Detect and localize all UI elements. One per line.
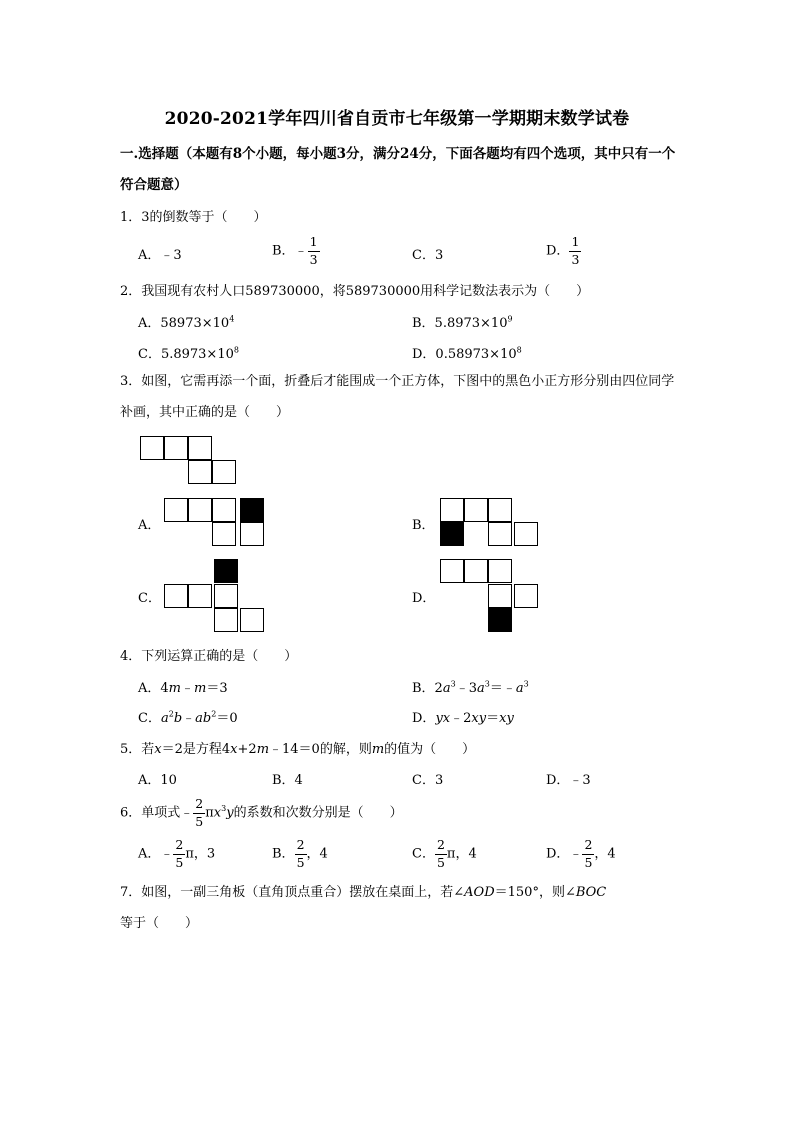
net-square <box>214 608 238 632</box>
q2-option-b: B．$5.8973\times 10^9$ <box>412 314 513 331</box>
fraction: $\frac{2}{5}$ <box>175 837 184 870</box>
section-heading: 一.选择题（本题有8个小题，每小题3分，满分24分，下面各题均有四个选项，其中只有一个符合题意） <box>120 146 676 193</box>
fraction: $\frac{1}{3}$ <box>309 234 318 267</box>
net-square <box>188 436 212 460</box>
q1-option-a: A．﹣3 <box>138 248 182 263</box>
q3-option-d-label: D． <box>412 591 436 606</box>
q1-option-c: C．3 <box>412 248 444 263</box>
net-square <box>240 608 264 632</box>
net-square <box>464 559 488 583</box>
net-square <box>164 584 188 608</box>
q2-option-a: A．$58973\times 10^4$ <box>138 314 235 331</box>
page-title: 2020-2021学年四川省自贡市七年级第一学期期末数学试卷 <box>164 109 630 129</box>
question-2-stem: 2．我国现有农村人口589730000，将589730000用科学记数法表示为（ ） <box>120 284 590 299</box>
net-square <box>488 498 512 522</box>
net-square <box>164 498 188 522</box>
question-3-stem: 3．如图，它需再添一个面，折叠后才能围成一个正方体，下图中的黑色小正方形分别由四位同学补画，其中正确的是（ ） <box>120 374 675 420</box>
net-square <box>488 584 512 608</box>
net-square <box>212 522 236 546</box>
q2-option-c: C．$5.8973\times 10^8$ <box>138 345 239 362</box>
net-square <box>464 498 488 522</box>
net-square <box>188 460 212 484</box>
q4-option-c: C．$a^2b﹣ab^2=0$ <box>138 709 238 726</box>
q4-option-b: B．$2a^3﹣3a^3=﹣a^3$ <box>412 679 529 696</box>
question-7-stem: 7．如图，一副三角板（直角顶点重合）摆放在桌面上，若∠AOD＝150°，则∠BOC等于（ ） <box>120 885 607 931</box>
q3-option-a-label: A． <box>138 518 161 533</box>
fraction: $\frac{2}{5}$ <box>436 837 445 870</box>
q6-option-d: D．﹣ $\frac{2}{5}$ ，4 <box>546 837 616 870</box>
q3-option-c-label: C． <box>138 591 161 606</box>
net-square <box>440 498 464 522</box>
added-black-square <box>488 608 512 632</box>
question-4-stem: 4．下列运算正确的是（ ） <box>120 649 298 664</box>
net-square <box>140 436 164 460</box>
net-square <box>214 584 238 608</box>
q4-option-d: D．yx﹣2xy＝xy <box>412 711 514 726</box>
net-square <box>488 522 512 546</box>
q5-option-a: A．10 <box>138 773 177 788</box>
net-square <box>488 559 512 583</box>
net-square <box>212 498 236 522</box>
net-square <box>514 522 538 546</box>
q1-option-d: D． $\frac{1}{3}$ <box>546 234 580 267</box>
net-square <box>164 436 188 460</box>
question-5-stem: 5．若x＝2是方程4x+2m﹣14＝0的解，则m的值为（ ） <box>120 742 476 757</box>
q5-option-d: D．﹣3 <box>546 773 591 788</box>
q6-option-b: B． $\frac{2}{5}$ ，4 <box>272 837 328 870</box>
q6-option-c: C． $\frac{2}{5}$ π，4 <box>412 837 477 870</box>
q3-option-b-label: B． <box>412 518 435 533</box>
net-square <box>440 559 464 583</box>
net-square <box>514 584 538 608</box>
added-black-square <box>240 498 264 522</box>
added-black-square <box>214 559 238 583</box>
net-square <box>188 584 212 608</box>
q2-option-d: D．$0.58973\times 10^8$ <box>412 345 522 362</box>
added-black-square <box>440 522 464 546</box>
q5-option-c: C．3 <box>412 773 444 788</box>
q5-option-b: B．4 <box>272 773 303 788</box>
q6-option-a: A．﹣ $\frac{2}{5}$ π，3 <box>138 837 216 870</box>
q4-option-a: A．4m﹣m＝3 <box>138 681 228 696</box>
q1-option-b: B．﹣ $\frac{1}{3}$ <box>272 234 318 267</box>
fraction: $\frac{1}{3}$ <box>571 234 580 267</box>
question-1-stem: 1．3的倒数等于（ ） <box>120 210 267 225</box>
fraction: $\frac{2}{5}$ <box>195 796 204 829</box>
fraction: $\frac{2}{5}$ <box>296 837 305 870</box>
net-square <box>212 460 236 484</box>
fraction: $\frac{2}{5}$ <box>584 837 593 870</box>
question-6-stem: 6．单项式﹣ $\frac{2}{5}$ $\pi x^3y$的系数和次数分别是（ ） <box>120 796 403 829</box>
net-square <box>240 522 264 546</box>
net-square <box>188 498 212 522</box>
